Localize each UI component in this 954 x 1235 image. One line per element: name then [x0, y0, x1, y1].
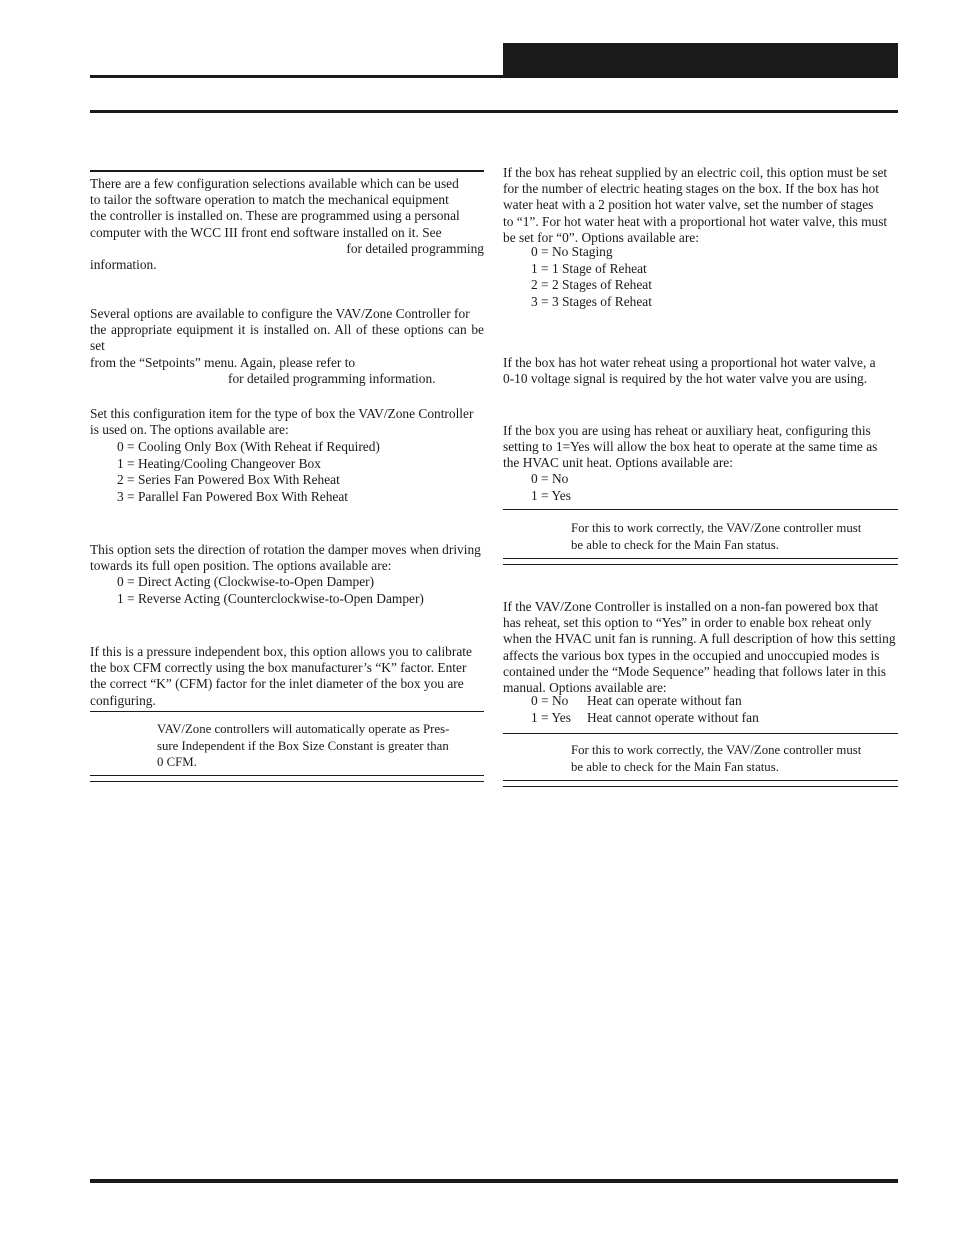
footer-rule	[90, 1179, 898, 1183]
aux-heat-note: For this to work correctly, the VAV/Zone controller must be able to check for the Main Fan status.	[571, 521, 862, 552]
note-rule-top-right-1	[503, 509, 898, 510]
list-item: 1 = 1 Stage of Reheat	[531, 260, 647, 276]
damper-paragraph: This option sets the direction of rotation the damper moves when driving towards its full open position. The options available are:	[90, 542, 481, 574]
note-rule-bottom-right-1	[503, 564, 898, 565]
list-item: 2 = Series Fan Powered Box With Reheat	[117, 472, 340, 488]
list-item: 1 = Heating/Cooling Changeover Box	[117, 455, 321, 471]
note-rule-mid-right-1	[503, 558, 898, 559]
list-item: 0 = No Staging	[531, 244, 613, 259]
box-type-options	[117, 439, 380, 505]
note-rule-top-right-2	[503, 733, 898, 734]
aux-heat-options	[531, 471, 571, 504]
intro-paragraph: There are a few configuration selections available which can be used to tailor the software operation to match the mechanical equipment the controller is installed on. These are programmed using a personal computer with the WCC III front end software installed on it. See for detailed programming information.	[90, 176, 484, 273]
damper-options	[117, 574, 424, 607]
header-rule-bottom	[90, 110, 898, 113]
box-size-paragraph: If this is a pressure independent box, this option allows you to calibrate the box CFM correctly using the box manufacturer’s “K” factor. Enter the correct “K” (CFM) factor for the inlet diameter of the box you are configuring.	[90, 644, 472, 708]
fan-enable-options	[531, 693, 759, 726]
fan-enable-note: For this to work correctly, the VAV/Zone controller must be able to check for the Main Fan status.	[571, 743, 862, 774]
list-item: 0 = No	[531, 471, 569, 486]
reheat-options	[531, 244, 652, 310]
note-rule-mid-right-2	[503, 780, 898, 781]
note-rule-bottom-right-2	[503, 786, 898, 787]
list-item: 0 = Direct Acting (Clockwise-to-Open Damper)	[117, 574, 375, 589]
reheat-paragraph: If the box has reheat supplied by an electric coil, this option must be set for the number of electric heating stages on the box. If the box has hot water heat with a 2 position hot water valve, set the number of stages to “1”. For hot water heat with a proportional hot water valve, this must be set for “0”. Options available are:	[503, 165, 888, 245]
list-item: 0 = No Heat can operate without fan	[531, 693, 742, 708]
note-rule-bottom-left	[90, 781, 484, 782]
list-item: 1 = Yes Heat cannot operate without fan	[531, 709, 759, 725]
fan-enable-paragraph: If the VAV/Zone Controller is installed on a non-fan powered box that has reheat, set this option to “Yes” in order to enable box reheat only when the HVAC unit fan is running. A full description of how this setting affects the various box types in the occupied and unoccupied modes is contained under the “Mode Sequence” heading that follows later in this manual. Options available are:	[503, 599, 896, 696]
list-item: 3 = Parallel Fan Powered Box With Reheat	[117, 488, 349, 504]
aux-heat-paragraph: If the box you are using has reheat or auxiliary heat, configuring this setting to 1=Yes will allow the box heat to operate at the same time as the HVAC unit heat. Options available are:	[503, 423, 878, 471]
options-intro-paragraph: Several options are available to configure the VAV/Zone Controller for the appropriate equipment it is installed on. All of these options can be set from the “Setpoints” menu. Again, please refer to for detailed programming information.	[90, 306, 484, 386]
list-item: 0 = Cooling Only Box (With Reheat if Required)	[117, 439, 380, 454]
header-black-tab	[503, 43, 898, 78]
list-item: 1 = Yes	[531, 487, 571, 503]
section-rule-left	[90, 170, 484, 172]
note-rule-top-left	[90, 711, 484, 712]
proportional-paragraph: If the box has hot water reheat using a proportional hot water valve, a 0-10 voltage signal is required by the hot water valve you are using.	[503, 355, 876, 387]
box-type-paragraph: Set this configuration item for the type of box the VAV/Zone Controller is used on. The options available are:	[90, 406, 474, 438]
list-item: 1 = Reverse Acting (Counterclockwise-to-Open Damper)	[117, 590, 424, 606]
box-size-note: VAV/Zone controllers will automatically operate as Pres- sure Independent if the Box Size Constant is greater than 0 CFM.	[157, 722, 450, 770]
note-rule-mid-left	[90, 775, 484, 776]
list-item: 3 = 3 Stages of Reheat	[531, 293, 652, 309]
list-item: 2 = 2 Stages of Reheat	[531, 277, 652, 293]
header-rule-top	[90, 75, 504, 78]
